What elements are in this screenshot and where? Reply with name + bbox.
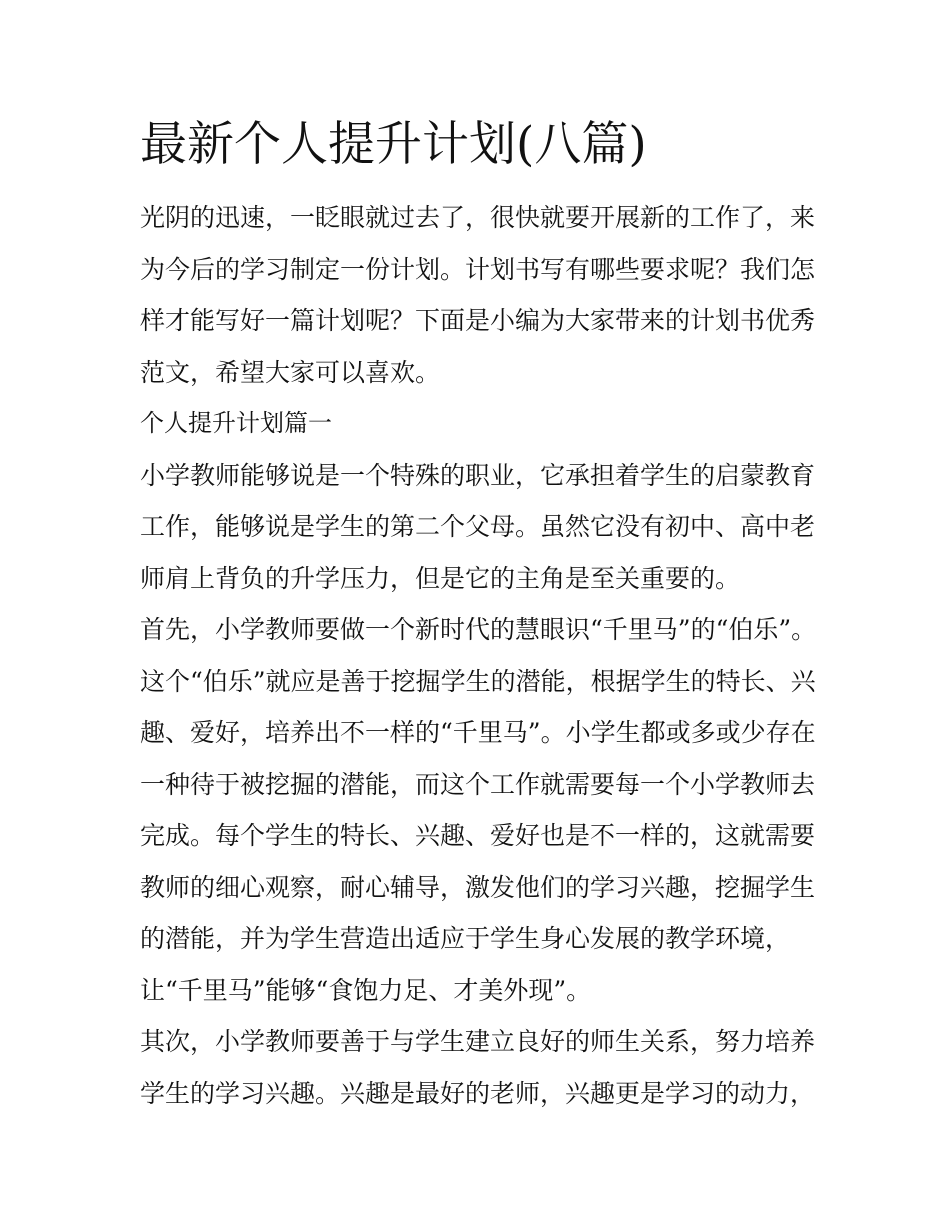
body-line: 学生的学习兴趣。兴趣是最好的老师，兴趣更是学习的动力， bbox=[140, 1078, 816, 1108]
document-title: 最新个人提升计划(八篇) bbox=[140, 117, 647, 172]
body-line: 光阴的迅速，一眨眼就过去了，很快就要开展新的工作了，来 bbox=[140, 203, 816, 232]
body-line: 样才能写好一篇计划呢？下面是小编为大家带来的计划书优秀 bbox=[140, 306, 816, 335]
body-line: 工作，能够说是学生的第二个父母。虽然它没有初中、高中老 bbox=[140, 512, 816, 541]
body-line: 首先，小学教师要做一个新时代的慧眼识“千里马”的“伯乐”。 bbox=[140, 615, 817, 644]
body-line: 趣、爱好，培养出不一样的“千里马”。小学生都或多或少存在 bbox=[140, 718, 816, 747]
body-line: 范文，希望大家可以喜欢。 bbox=[140, 357, 441, 387]
body-line: 教师的细心观察，耐心辅导，激发他们的学习兴趣，挖掘学生 bbox=[140, 872, 816, 902]
body-line: 为今后的学习制定一份计划。计划书写有哪些要求呢？我们怎 bbox=[140, 254, 816, 284]
body-line: 师肩上背负的升学压力，但是它的主角是至关重要的。 bbox=[140, 563, 741, 593]
body-line: 的潜能，并为学生营造出适应于学生身心发展的教学环境， bbox=[140, 924, 791, 953]
document-page bbox=[140, 112, 820, 1119]
body-line: 让“千里马”能够“食饱力足、才美外现”。 bbox=[140, 975, 592, 1005]
body-line: 完成。每个学生的特长、兴趣、爱好也是不一样的，这就需要 bbox=[140, 821, 816, 850]
body-line: 其次，小学教师要善于与学生建立良好的师生关系，努力培养 bbox=[140, 1027, 816, 1056]
body-line: 一种待于被挖掘的潜能，而这个工作就需要每一个小学教师去 bbox=[140, 769, 816, 799]
body-line: 小学教师能够说是一个特殊的职业，它承担着学生的启蒙教育 bbox=[140, 460, 816, 490]
body-line: 这个“伯乐”就应是善于挖掘学生的潜能，根据学生的特长、兴 bbox=[140, 666, 816, 696]
section-heading: 个人提升计划篇一 bbox=[140, 409, 332, 437]
